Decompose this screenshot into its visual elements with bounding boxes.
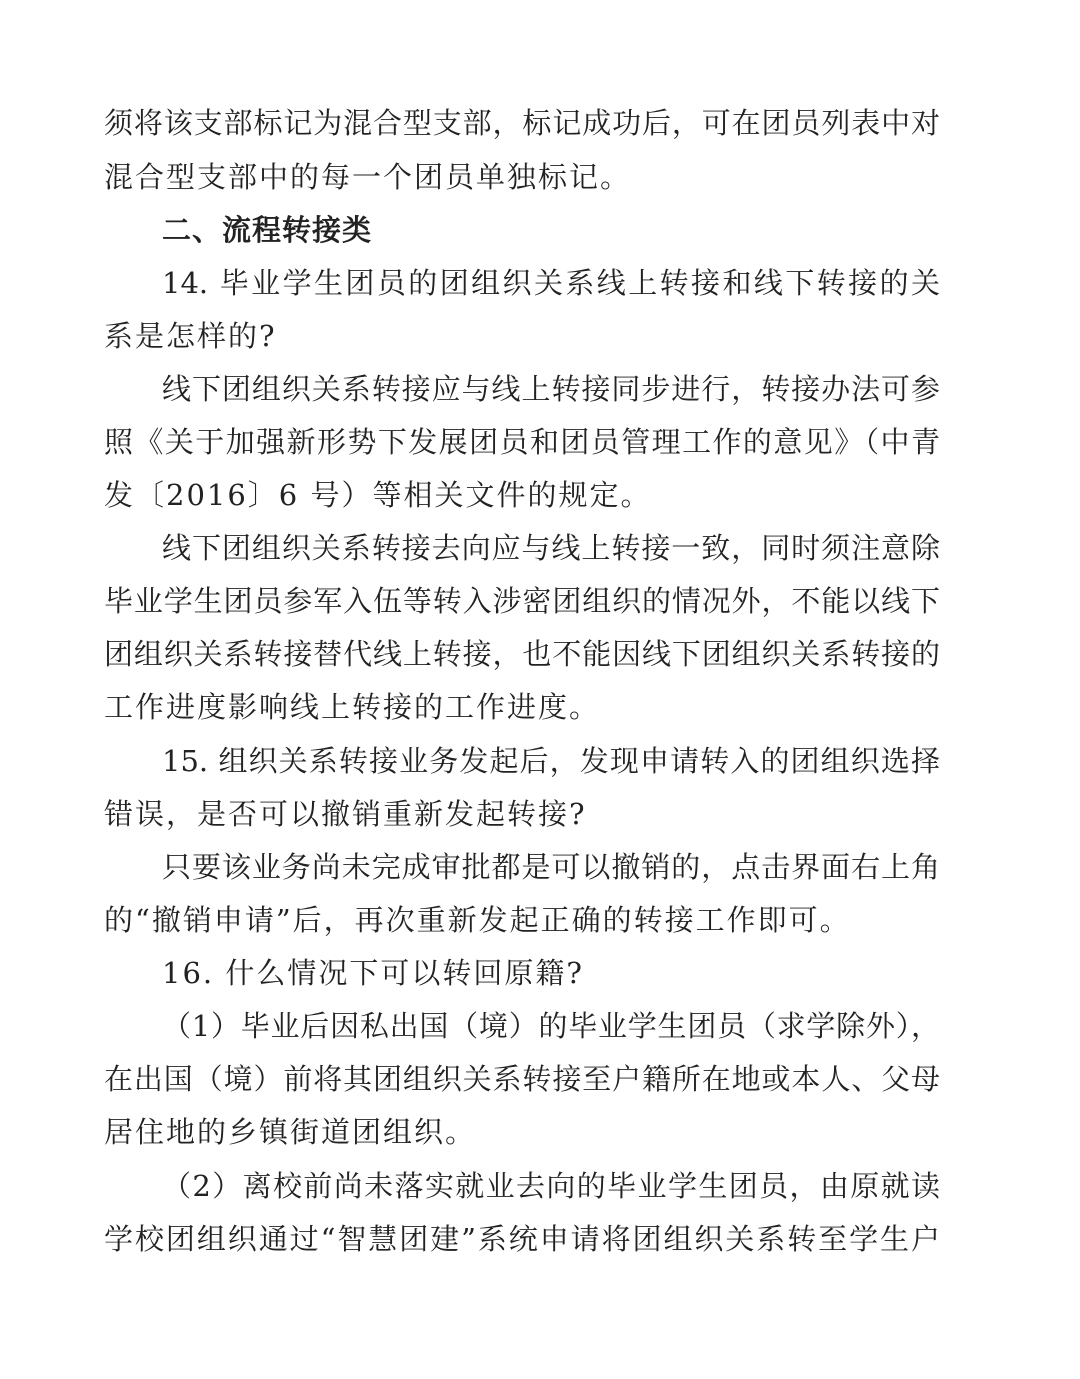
text-line: 发〔2016〕6 号）等相关文件的规定。 (104, 478, 652, 512)
text-line: 线下团组织关系转接应与线上转接同步进行，转接办法可参 (162, 372, 940, 406)
question-title: 14. 毕业学生团员的团组织关系线上转接和线下转接的关 (162, 266, 940, 300)
text-line: 线下团组织关系转接去向应与线上转接一致，同时须注意除 (162, 531, 940, 565)
text-line: （1）毕业后因私出国（境）的毕业学生团员（求学除外）， (162, 1009, 940, 1043)
question-title: 15. 组织关系转接业务发起后，发现申请转入的团组织选择 (162, 744, 940, 778)
question-title-cont: 系是怎样的? (104, 319, 277, 353)
text-line: 工作进度影响线上转接的工作进度。 (104, 690, 601, 724)
text-line: 的“撤销申请”后，再次重新发起正确的转接工作即可。 (104, 903, 851, 937)
text-line: 在出国（境）前将其团组织关系转接至户籍所在地或本人、父母 (104, 1062, 940, 1096)
question-title: 16. 什么情况下可以转回原籍? (162, 956, 584, 990)
question-title-cont: 错误，是否可以撤销重新发起转接? (104, 797, 587, 831)
text-line: 团组织关系转接替代线上转接，也不能因线下团组织关系转接的 (104, 637, 940, 671)
section-heading: 二、流程转接类 (162, 213, 373, 247)
text-line: 须将该支部标记为混合型支部，标记成功后，可在团员列表中对 (104, 106, 940, 140)
text-line: 学校团组织通过“智慧团建”系统申请将团组织关系转至学生户 (104, 1222, 940, 1256)
text-line: 只要该业务尚未完成审批都是可以撤销的，点击界面右上角 (162, 850, 940, 884)
text-line: （2）离校前尚未落实就业去向的毕业学生团员，由原就读 (162, 1169, 940, 1203)
text-line: 居住地的乡镇街道团组织。 (104, 1115, 477, 1149)
text-line: 混合型支部中的每一个团员单独标记。 (104, 160, 632, 194)
text-line: 毕业学生团员参军入伍等转入涉密团组织的情况外，不能以线下 (104, 584, 940, 618)
text-line: 照《关于加强新形势下发展团员和团员管理工作的意见》（中青 (104, 425, 940, 459)
